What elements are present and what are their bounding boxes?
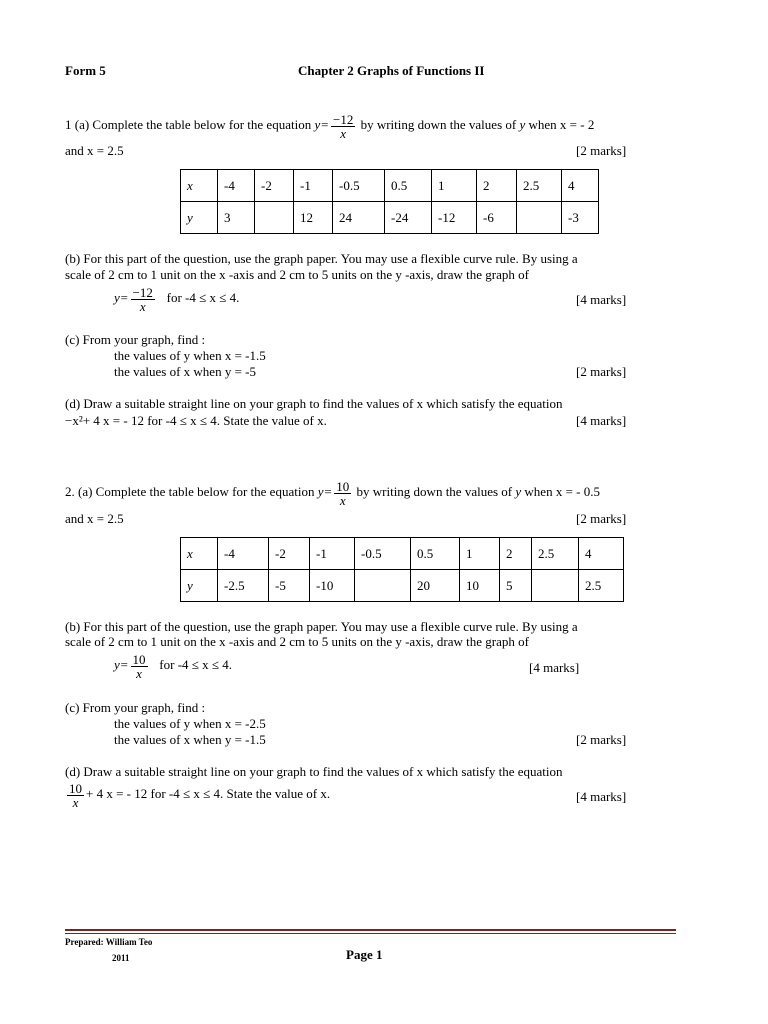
q2-part-d-marks: [4 marks] [576,789,627,804]
table-cell: -6 [477,202,517,234]
table-cell: 1 [432,170,477,202]
table-cell: 2 [500,538,532,570]
table-cell: -1 [310,538,355,570]
q1-part-b-equation: y= $\frac{-12}{x}$ for -4 ≤ x ≤ 4. [114,284,240,314]
table-row [181,170,599,202]
table-cell: 4 [562,170,599,202]
table-cell: 1 [460,538,500,570]
q1-part-c-line1: the values of y when x = -1.5 [114,348,266,363]
table-cell: 3 [218,202,255,234]
table-cell: -12 [432,202,477,234]
q2-part-d-line2: $\frac{10}{x}$ + 4 x = - 12 for -4 ≤ x ≤ 4. State the value of x. [69,780,331,810]
footer-rule-thin [65,933,676,934]
q2-part-c-line1: the values of y when x = -2.5 [114,716,266,731]
q2-part-a-prompt: 2. (a) Complete the table below for the equation y= $\frac{10}{x}$ by writing down the values of y when x = - 0.5 [65,478,600,508]
q1-part-a-marks: [2 marks] [576,143,627,158]
table-cell: -4 [218,170,255,202]
table-cell [532,570,579,602]
q2-part-a-line2: and x = 2.5 [65,511,124,526]
q1-part-b-line1: (b) For this part of the question, use the graph paper. You may use a flexible curve rule. By using a [65,251,578,266]
table-cell: 5 [500,570,532,602]
table-cell: -3 [562,202,599,234]
q1-part-c-marks: [2 marks] [576,364,627,379]
q1-part-a-prompt: 1 (a) Complete the table below for the equation y= $\frac{-12}{x}$ by writing down the values of y when x = - 2 [65,111,595,141]
q2-part-b-line2: scale of 2 cm to 1 unit on the x -axis and 2 cm to 5 units on the y -axis, draw the graph of [65,634,529,649]
table-cell: -0.5 [355,538,411,570]
table-cell: 20 [411,570,460,602]
table-row [181,570,624,602]
table-cell: x [181,538,218,570]
table-cell [517,202,562,234]
q2-part-c-line2: the values of x when y = -1.5 [114,732,266,747]
q1-part-d-marks: [4 marks] [576,413,627,428]
q2-part-d-line1: (d) Draw a suitable straight line on your graph to find the values of x which satisfy the equation [65,764,563,779]
page-number: Page 1 [346,947,383,962]
table-cell: -10 [310,570,355,602]
footer-year: 2011 [112,953,130,963]
table-cell [255,202,294,234]
form-label: Form 5 [65,63,106,78]
table-cell: 0.5 [411,538,460,570]
table-cell: -2.5 [218,570,269,602]
table-cell: 2 [477,170,517,202]
q1-part-c-line2: the values of x when y = -5 [114,364,256,379]
footer-prepared: Prepared: William Teo [65,937,153,947]
q1-part-a-line2: and x = 2.5 [65,143,124,158]
q2-part-b-line1: (b) For this part of the question, use the graph paper. You may use a flexible curve rule. By using a [65,619,578,634]
table-cell: -2 [255,170,294,202]
table-cell: 24 [333,202,385,234]
q2-part-a-marks: [2 marks] [576,511,627,526]
table-cell: y [181,570,218,602]
table-cell: -2 [269,538,310,570]
table-cell: -0.5 [333,170,385,202]
table-row [181,538,624,570]
q2-part-b-marks: [4 marks] [529,660,580,675]
table-cell: y [181,202,218,234]
table-cell: -5 [269,570,310,602]
footer-rule-thick [65,929,676,931]
q1-part-c-title: (c) From your graph, find : [65,332,206,347]
table-cell: -24 [385,202,432,234]
q2-part-c-title: (c) From your graph, find : [65,700,206,715]
q2-part-c-marks: [2 marks] [576,732,627,747]
q1-values-table [180,169,599,234]
q2-values-table [180,537,624,602]
q2-part-b-equation: y= $\frac{10}{x}$ for -4 ≤ x ≤ 4. [114,651,233,681]
table-cell: -4 [218,538,269,570]
table-cell: 2.5 [532,538,579,570]
table-cell: 10 [460,570,500,602]
table-cell: 2.5 [579,570,624,602]
table-row [181,202,599,234]
q1-part-b-line2: scale of 2 cm to 1 unit on the x -axis and 2 cm to 5 units on the y -axis, draw the graph of [65,267,529,282]
table-cell: 4 [579,538,624,570]
table-cell [355,570,411,602]
table-cell: 2.5 [517,170,562,202]
table-cell: 0.5 [385,170,432,202]
q1-part-d-line1: (d) Draw a suitable straight line on your graph to find the values of x which satisfy the equation [65,396,563,411]
q1-part-d-line2: −x²+ 4 x = - 12 for -4 ≤ x ≤ 4. State the value of x. [65,413,327,428]
chapter-title: Chapter 2 Graphs of Functions II [298,63,485,78]
table-cell: -1 [294,170,333,202]
table-cell: x [181,170,218,202]
table-cell: 12 [294,202,333,234]
q1-part-b-marks: [4 marks] [576,292,627,307]
